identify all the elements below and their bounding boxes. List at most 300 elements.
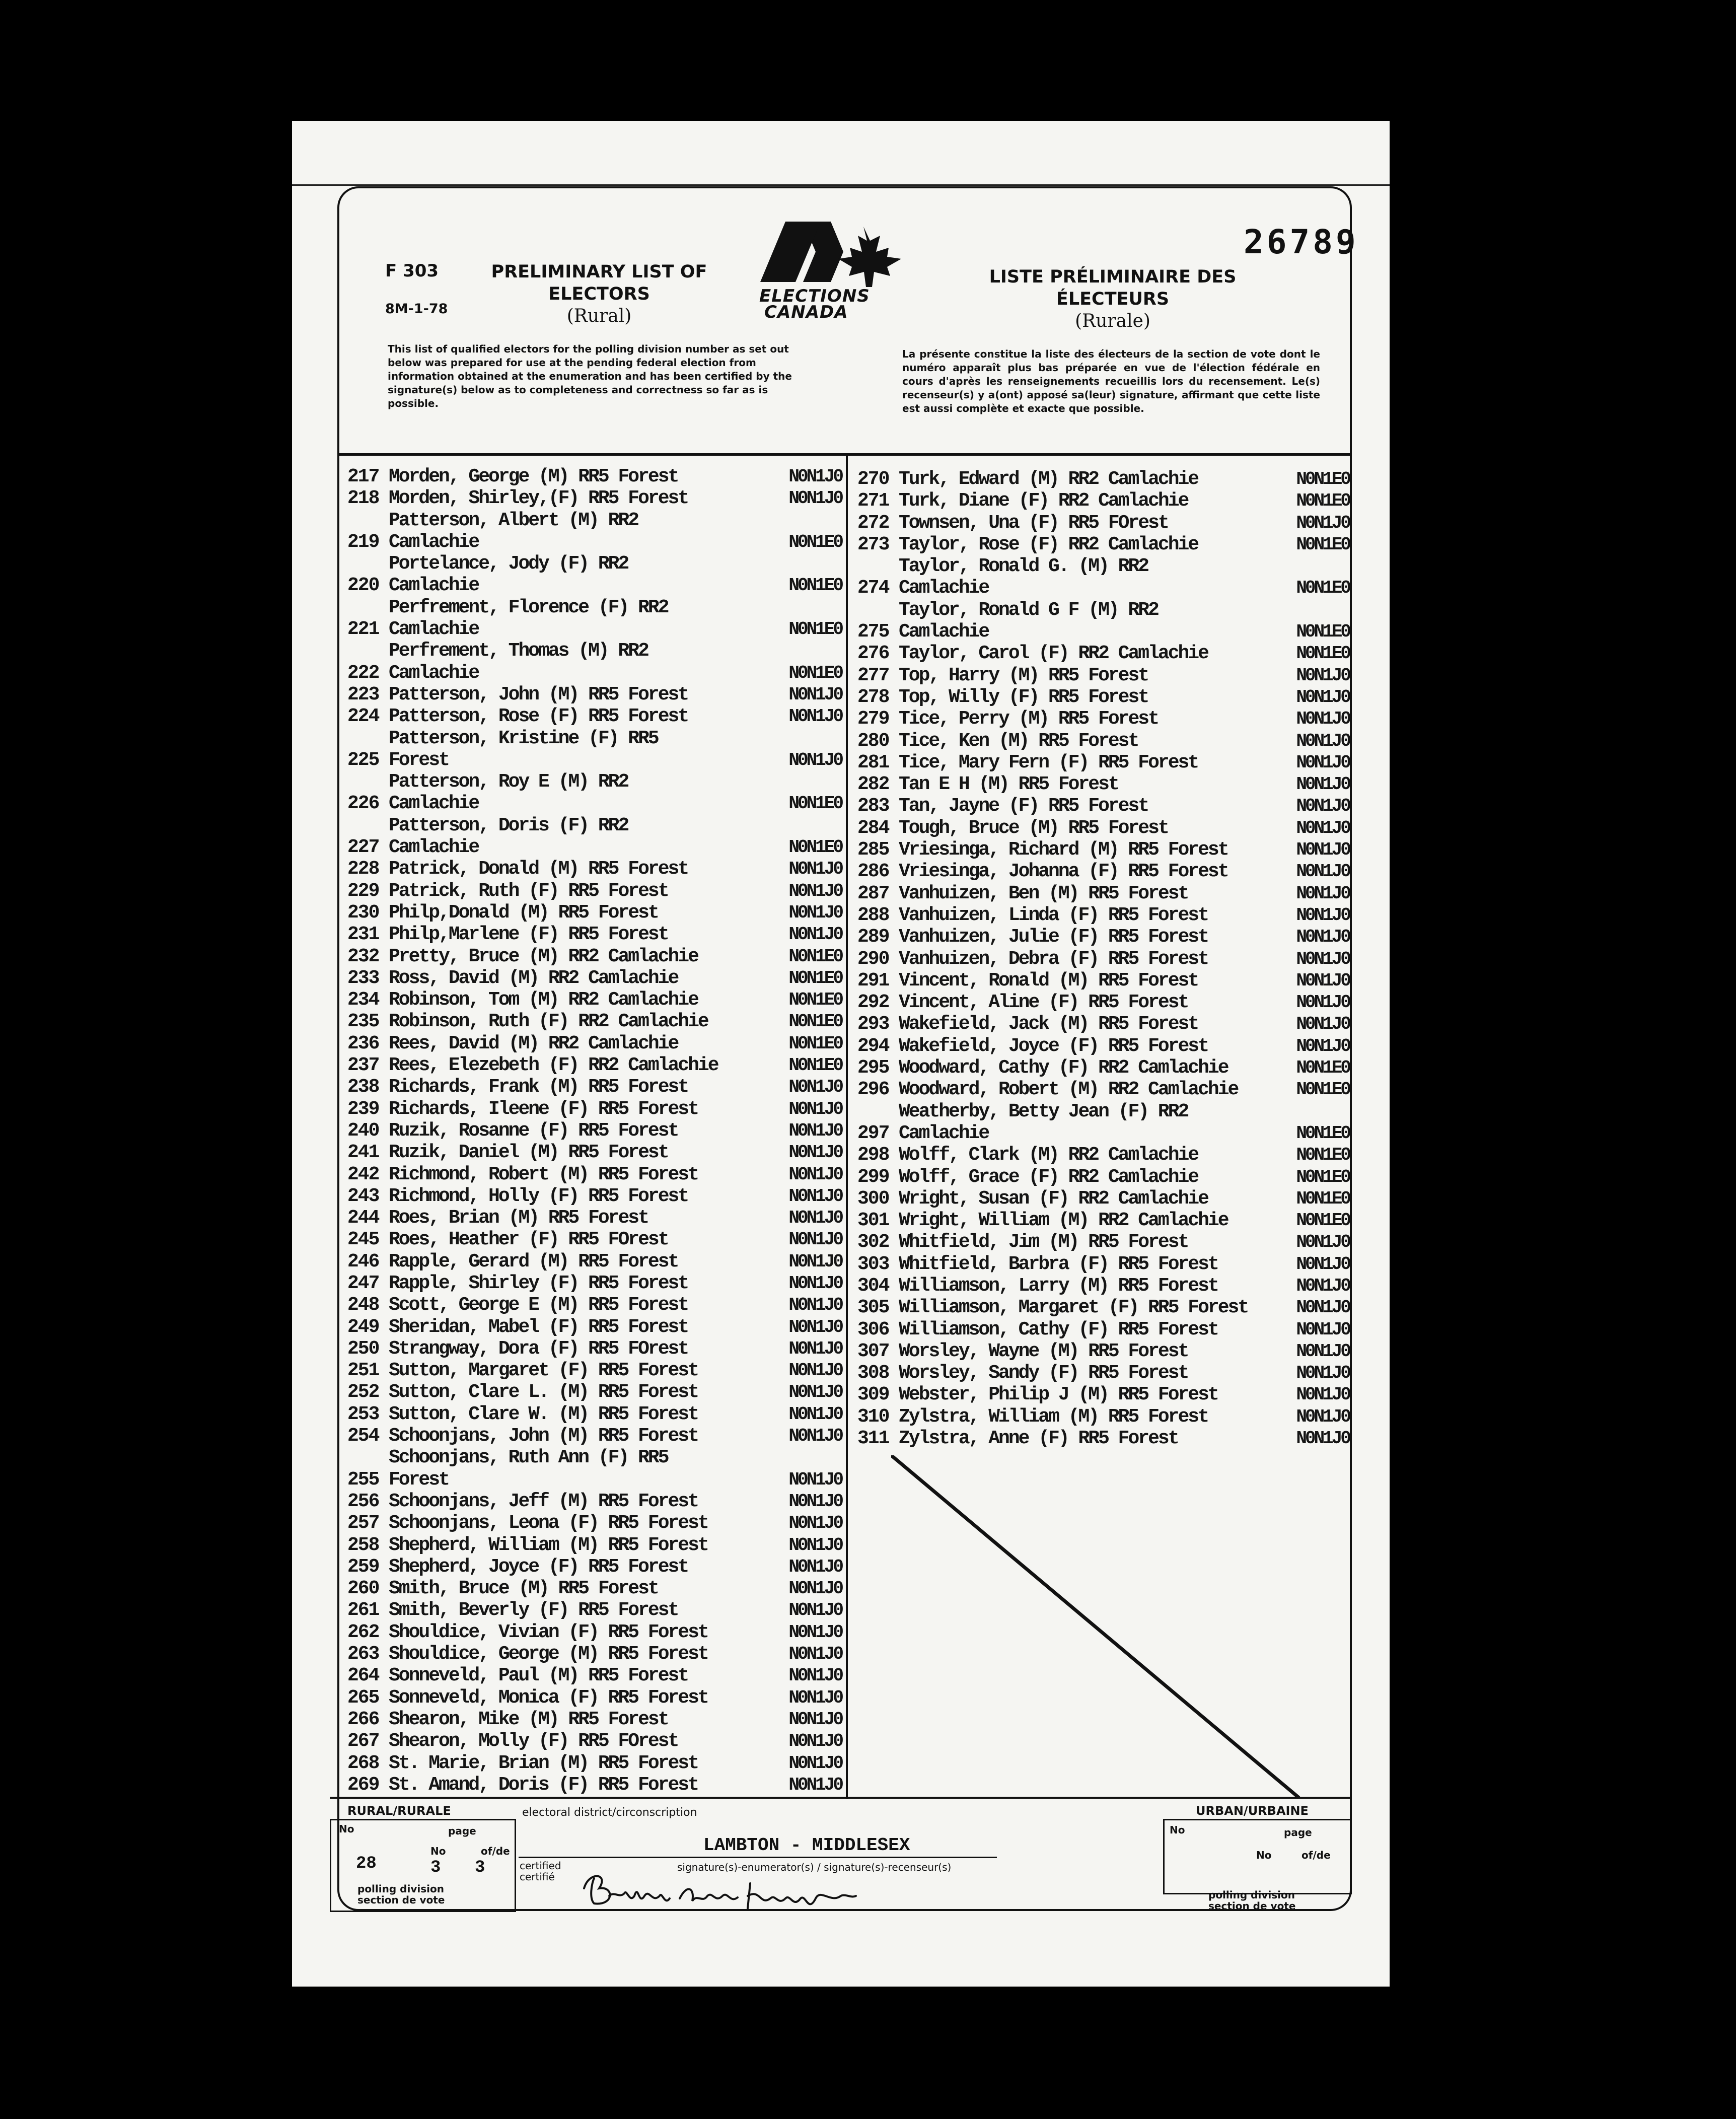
postal-code: N0N1J0 — [788, 1731, 842, 1752]
elector-entry: Vanhuizen, Ben (M) RR5 Forest — [899, 882, 1188, 904]
elector-number: 238 — [347, 1076, 379, 1098]
postal-code: N0N1J0 — [788, 880, 842, 901]
elector-row — [857, 839, 1353, 861]
postal-code: N0N1J0 — [1296, 1275, 1349, 1296]
elector-entry: Williamson, Cathy (F) RR5 Forest — [899, 1318, 1218, 1340]
elector-number: 234 — [347, 989, 379, 1011]
elector-number: 305 — [857, 1297, 889, 1319]
elector-number: 232 — [347, 945, 379, 967]
elector-number: 227 — [347, 836, 379, 859]
rural-page-label: page — [448, 1825, 476, 1837]
elector-row — [857, 861, 1353, 882]
postal-code: N0N1E0 — [1296, 1145, 1349, 1166]
elector-entry: Rees, David (M) RR2 Camlachie — [389, 1032, 678, 1054]
elector-row — [857, 1340, 1353, 1362]
postal-code: N0N1J0 — [788, 1360, 842, 1381]
postal-code: N0N1J0 — [788, 1709, 842, 1730]
elector-entry: Roes, Brian (M) RR5 Forest — [389, 1207, 648, 1229]
elector-entry: Schoonjans, Ruth Ann (F) RR5 Forest — [389, 1447, 668, 1491]
elector-row — [857, 1362, 1353, 1384]
elector-entry: Tan, Jayne (F) RR5 Forest — [899, 795, 1148, 817]
elector-row — [857, 686, 1353, 708]
elector-row — [347, 880, 846, 902]
elector-row — [857, 643, 1353, 664]
electoral-district: LAMBTON - MIDDLESEX — [703, 1835, 910, 1856]
elector-number: 310 — [857, 1405, 889, 1428]
elector-number: 255 — [347, 1468, 379, 1491]
elector-row — [347, 597, 846, 641]
elector-row — [857, 926, 1353, 948]
postal-code: N0N1J0 — [1296, 730, 1349, 751]
postal-code: N0N1E0 — [1296, 469, 1349, 489]
elector-entry: Patterson, Kristine (F) RR5 Forest — [389, 727, 658, 771]
elector-entry: Morden, Shirley,(F) RR5 Forest — [389, 487, 688, 510]
signature-label: signature(s)-enumerator(s) / signature(s)-recenseur(s) — [677, 1861, 952, 1873]
elector-entry: Zylstra, William (M) RR5 Forest — [899, 1405, 1208, 1428]
elector-row — [347, 1316, 846, 1338]
elector-entry: Patterson, Rose (F) RR5 Forest — [389, 705, 688, 728]
district-label: electoral district/circonscription — [522, 1806, 697, 1819]
elector-row — [347, 989, 846, 1011]
postal-code: N0N1J0 — [788, 1403, 842, 1425]
elector-entry: Wright, William (M) RR2 Camlachie — [899, 1210, 1228, 1232]
elector-row — [347, 1076, 846, 1098]
postal-code: N0N1E0 — [1296, 1188, 1349, 1209]
elector-number: 309 — [857, 1384, 889, 1406]
elector-number: 304 — [857, 1275, 889, 1297]
elector-entry: Philp,Marlene (F) RR5 Forest — [389, 924, 668, 946]
elector-entry: Williamson, Larry (M) RR5 Forest — [899, 1275, 1218, 1297]
elector-number: 271 — [857, 490, 889, 512]
elector-row — [347, 728, 846, 771]
elector-row — [857, 1297, 1353, 1318]
elector-row — [347, 1251, 846, 1273]
elector-entry: Worsley, Wayne (M) RR5 Forest — [899, 1340, 1188, 1362]
elector-entry: Rees, Elezebeth (F) RR2 Camlachie — [389, 1054, 718, 1077]
elector-number: 240 — [347, 1119, 379, 1142]
elector-entry: Robinson, Ruth (F) RR2 Camlachie — [389, 1011, 708, 1033]
postal-code: N0N1E0 — [1296, 1079, 1349, 1100]
elector-number: 279 — [857, 708, 889, 730]
elector-entry: Turk, Edward (M) RR2 Camlachie — [899, 468, 1198, 490]
elector-number: 273 — [857, 533, 889, 555]
elector-row — [347, 1687, 846, 1709]
postal-code: N0N1J0 — [1296, 927, 1349, 948]
elector-number: 221 — [347, 618, 379, 641]
rural-page-no-label: No — [430, 1845, 446, 1857]
elector-row — [347, 1120, 846, 1142]
elector-row — [857, 948, 1353, 970]
elector-entry: Vriesinga, Johanna (F) RR5 Forest — [899, 861, 1228, 883]
elector-number: 259 — [347, 1556, 379, 1578]
elector-number: 265 — [347, 1686, 379, 1709]
elector-entry: Sheridan, Mabel (F) RR5 Forest — [389, 1316, 688, 1338]
elector-row — [347, 1360, 846, 1381]
elector-number: 289 — [857, 926, 889, 948]
elector-number: 302 — [857, 1231, 889, 1253]
postal-code: N0N1J0 — [1296, 1297, 1349, 1318]
elector-number: 306 — [857, 1318, 889, 1340]
elector-number: 257 — [347, 1512, 379, 1534]
elector-number: 292 — [857, 992, 889, 1014]
postal-code: N0N1J0 — [788, 1665, 842, 1686]
elector-number: 220 — [347, 575, 379, 597]
elector-number: 251 — [347, 1360, 379, 1382]
elector-entry: Woodward, Robert (M) RR2 Camlachie — [899, 1079, 1238, 1101]
elector-entry: Portelance, Jody (F) RR2 Camlachie — [389, 553, 628, 597]
elector-number: 294 — [857, 1035, 889, 1057]
elector-number: 297 — [857, 1122, 889, 1144]
elector-entry: Taylor, Rose (F) RR2 Camlachie — [899, 533, 1198, 555]
elector-row — [347, 1098, 846, 1120]
postal-code: N0N1J0 — [1296, 686, 1349, 708]
postal-code: N0N1J0 — [1296, 861, 1349, 882]
elector-entry: Vriesinga, Richard (M) RR5 Forest — [899, 839, 1228, 861]
postal-code: N0N1J0 — [1296, 709, 1349, 730]
urban-polling-label: polling division section de vote — [1208, 1889, 1296, 1912]
elector-number: 225 — [347, 749, 379, 771]
elector-row — [857, 1035, 1353, 1057]
elector-number: 277 — [857, 664, 889, 686]
postal-code: N0N1J0 — [788, 1600, 842, 1621]
handwritten-signature — [579, 1868, 861, 1924]
elector-entry: Shouldice, Vivian (F) RR5 Forest — [389, 1621, 708, 1643]
elector-number: 223 — [347, 683, 379, 705]
elector-row — [347, 1294, 846, 1316]
elector-row — [347, 1338, 846, 1360]
title-english — [483, 261, 715, 327]
postal-code: N0N1E0 — [1296, 1166, 1349, 1187]
elector-number: 253 — [347, 1403, 379, 1425]
elector-entry: Scott, George E (M) RR5 Forest — [389, 1294, 688, 1316]
elector-number: 268 — [347, 1752, 379, 1774]
postal-code: N0N1J0 — [1296, 1340, 1349, 1362]
elector-entry: Patrick, Ruth (F) RR5 Forest — [389, 880, 668, 902]
elector-entry: Worsley, Sandy (F) RR5 Forest — [899, 1362, 1188, 1384]
elector-row — [857, 468, 1353, 490]
elector-row — [347, 815, 846, 859]
elector-row — [347, 1556, 846, 1578]
postal-code: N0N1J0 — [788, 1338, 842, 1359]
postal-code: N0N1E0 — [1296, 1122, 1349, 1144]
postal-code: N0N1J0 — [1296, 1363, 1349, 1384]
elector-row — [347, 1054, 846, 1076]
title-fr-line1: LISTE PRÉLIMINAIRE DES — [989, 267, 1237, 287]
title-en-line2: ELECTORS — [548, 284, 650, 304]
elector-row — [857, 1275, 1353, 1297]
elector-entry: Philp,Donald (M) RR5 Forest — [389, 901, 658, 924]
elector-number: 241 — [347, 1142, 379, 1164]
postal-code: N0N1J0 — [1296, 1232, 1349, 1253]
elector-entry: Whitfield, Jim (M) RR5 Forest — [899, 1231, 1188, 1253]
cancel-diagonal-line — [891, 1455, 1369, 1808]
elector-number: 293 — [857, 1013, 889, 1035]
elector-number: 261 — [347, 1599, 379, 1621]
elector-number: 267 — [347, 1730, 379, 1752]
elector-row — [857, 490, 1353, 512]
elector-row — [347, 1381, 846, 1403]
elector-entry: Richards, Frank (M) RR5 Forest — [389, 1076, 688, 1098]
elector-entry: Robinson, Tom (M) RR2 Camlachie — [389, 989, 698, 1011]
elector-number: 300 — [857, 1187, 889, 1210]
postal-code: N0N1J0 — [1296, 1319, 1349, 1340]
elector-entry: Patterson, Roy E (M) RR2 Camlachie — [389, 771, 628, 815]
postal-code: N0N1J0 — [788, 1687, 842, 1708]
postal-code: N0N1J0 — [1296, 817, 1349, 838]
postal-code: N0N1E0 — [788, 531, 842, 552]
elector-row — [857, 555, 1353, 599]
postal-code: N0N1J0 — [788, 1752, 842, 1774]
elector-entry: Schoonjans, John (M) RR5 Forest — [389, 1425, 698, 1447]
postal-code: N0N1J0 — [788, 1164, 842, 1185]
postal-code: N0N1J0 — [788, 1774, 842, 1795]
elector-row — [857, 1057, 1353, 1079]
postal-code: N0N1J0 — [788, 466, 842, 487]
elector-number: 226 — [347, 793, 379, 815]
paragraph-french: La présente constitue la liste des électeurs de la section de vote dont le numéro apparaît plus bas préparée en vue de l'élection fédérale en cours d'après les renseignements recueillis lors du recensement. Le(s) recenseur(s) y a(ont) apposé sa(leur) signature, affirmant que cette liste est aussi complète et exacte que possible. — [902, 348, 1320, 414]
elector-row — [347, 1534, 846, 1556]
elector-entry: Shearon, Mike (M) RR5 Forest — [389, 1708, 668, 1730]
rural-no-label: No — [339, 1823, 354, 1835]
title-en-sub: (Rural) — [566, 306, 632, 326]
elector-row — [857, 1406, 1353, 1428]
elector-number: 248 — [347, 1294, 379, 1316]
postal-code: N0N1E0 — [788, 946, 842, 967]
elector-row — [347, 1578, 846, 1599]
postal-code: N0N1J0 — [788, 1120, 842, 1141]
elector-number: 282 — [857, 773, 889, 796]
postal-code: N0N1J0 — [788, 1491, 842, 1512]
elector-row — [347, 1425, 846, 1447]
page-of: 3 — [475, 1858, 485, 1877]
elector-entry: Tice, Mary Fern (F) RR5 Forest — [899, 751, 1198, 773]
postal-code: N0N1J0 — [1296, 774, 1349, 795]
elector-row — [347, 1774, 846, 1796]
postal-code: N0N1J0 — [788, 1534, 842, 1556]
postal-code: N0N1J0 — [788, 902, 842, 923]
elector-entry: Shepherd, William (M) RR5 Forest — [389, 1534, 708, 1556]
postal-code: N0N1J0 — [788, 1251, 842, 1272]
elector-row — [347, 1011, 846, 1032]
title-french — [982, 266, 1244, 332]
elector-entry: Taylor, Ronald G F (M) RR2 Camlachie — [899, 599, 1158, 643]
elector-row — [347, 705, 846, 727]
postal-code: N0N1J0 — [788, 1426, 842, 1447]
elector-row — [347, 858, 846, 880]
elector-number: 311 — [857, 1428, 889, 1450]
elector-entry: Smith, Bruce (M) RR5 Forest — [389, 1578, 658, 1600]
elector-entry: Rapple, Gerard (M) RR5 Forest — [389, 1250, 678, 1273]
elector-number: 239 — [347, 1098, 379, 1120]
postal-code: N0N1J0 — [1296, 1035, 1349, 1056]
postal-code: N0N1J0 — [788, 924, 842, 945]
postal-code: N0N1J0 — [788, 1556, 842, 1577]
elector-number: 244 — [347, 1207, 379, 1229]
elector-entry: Strangway, Dora (F) RR5 FOrest — [389, 1337, 688, 1360]
postal-code: N0N1J0 — [1296, 1384, 1349, 1405]
elector-entry: Whitfield, Barbra (F) RR5 Forest — [899, 1253, 1218, 1275]
elector-row — [347, 946, 846, 967]
title-fr-sub: (Rurale) — [1075, 311, 1150, 331]
elector-row — [857, 1166, 1353, 1188]
logo-text-elections: ELECTIONS — [759, 286, 870, 306]
elector-row — [857, 970, 1353, 992]
elector-row — [857, 708, 1353, 730]
elector-row — [857, 1384, 1353, 1405]
postal-code: N0N1E0 — [788, 662, 842, 683]
elector-number: 262 — [347, 1621, 379, 1643]
elector-entry: Webster, Philip J (M) RR5 Forest — [899, 1384, 1218, 1406]
elector-row — [347, 1164, 846, 1185]
elector-number: 291 — [857, 969, 889, 992]
urban-label: URBAN/URBAINE — [1196, 1804, 1309, 1818]
postal-code: N0N1E0 — [1296, 621, 1349, 643]
elector-number: 263 — [347, 1643, 379, 1665]
elector-entry: Schoonjans, Leona (F) RR5 Forest — [389, 1512, 708, 1534]
elector-row — [347, 924, 846, 945]
elector-number: 237 — [347, 1054, 379, 1077]
postal-code: N0N1J0 — [788, 1621, 842, 1643]
elector-row — [347, 1621, 846, 1643]
elector-number: 236 — [347, 1032, 379, 1054]
postal-code: N0N1J0 — [788, 1382, 842, 1403]
postal-code: N0N1J0 — [788, 1295, 842, 1316]
elector-row — [347, 1142, 846, 1163]
elector-entry: Sutton, Clare L. (M) RR5 Forest — [389, 1381, 698, 1403]
elector-row — [347, 1643, 846, 1665]
elector-number: 303 — [857, 1253, 889, 1275]
elector-number: 256 — [347, 1490, 379, 1512]
elector-entry: Williamson, Margaret (F) RR5 Forest — [899, 1297, 1248, 1319]
elector-number: 285 — [857, 839, 889, 861]
elector-number: 233 — [347, 967, 379, 989]
postal-code: N0N1E0 — [788, 990, 842, 1011]
elector-entry: Wright, Susan (F) RR2 Camlachie — [899, 1187, 1208, 1210]
elector-row — [857, 730, 1353, 752]
postal-code: N0N1J0 — [1296, 883, 1349, 904]
top-rule — [292, 184, 1390, 186]
elector-row — [347, 1512, 846, 1534]
elector-number: 307 — [857, 1340, 889, 1362]
elector-row — [857, 1210, 1353, 1231]
elector-entry: Vanhuizen, Debra (F) RR5 Forest — [899, 948, 1208, 970]
page-number: 3 — [430, 1858, 441, 1877]
elector-row — [857, 534, 1353, 555]
elector-number: 219 — [347, 531, 379, 553]
elector-number: 222 — [347, 662, 379, 684]
column-divider — [846, 456, 848, 1799]
elector-entry: Top, Harry (M) RR5 Forest — [899, 664, 1148, 686]
elector-entry: Top, Willy (F) RR5 Forest — [899, 686, 1148, 708]
elector-row — [347, 510, 846, 553]
elector-number: 224 — [347, 705, 379, 728]
elector-row — [347, 902, 846, 924]
elector-row — [857, 904, 1353, 926]
elector-number: 242 — [347, 1163, 379, 1185]
elector-entry: Sonneveld, Monica (F) RR5 Forest — [389, 1686, 708, 1709]
elector-entry: Tice, Perry (M) RR5 Forest — [899, 708, 1158, 730]
elector-entry: Turk, Diane (F) RR2 Camlachie — [899, 490, 1188, 512]
maple-leaf-x-icon — [755, 217, 921, 292]
postal-code: N0N1J0 — [1296, 1014, 1349, 1035]
elector-row — [347, 553, 846, 597]
elector-number: 260 — [347, 1578, 379, 1600]
elector-entry: Tough, Bruce (M) RR5 Forest — [899, 817, 1168, 839]
elector-row — [347, 1403, 846, 1425]
postal-code: N0N1J0 — [788, 859, 842, 880]
elector-row — [347, 1447, 846, 1491]
elector-entry: Shouldice, George (M) RR5 Forest — [389, 1643, 708, 1665]
elector-entry: Richards, Ileene (F) RR5 Forest — [389, 1098, 698, 1120]
elector-number: 218 — [347, 487, 379, 510]
postal-code: N0N1E0 — [788, 575, 842, 596]
signature-rule — [519, 1857, 997, 1858]
elector-row — [347, 771, 846, 815]
postal-code: N0N1J0 — [1296, 796, 1349, 817]
elector-number: 301 — [857, 1210, 889, 1232]
elector-list-left — [347, 466, 846, 1796]
serial-number: 26789 — [1244, 223, 1359, 261]
postal-code: N0N1J0 — [788, 1513, 842, 1534]
elector-row — [857, 1144, 1353, 1166]
title-fr-line2: ÉLECTEURS — [1056, 289, 1170, 309]
elector-entry: Perfrement, Florence (F) RR2 Camlachie — [389, 596, 668, 641]
postal-code: N0N1J0 — [788, 1273, 842, 1294]
elector-entry: St. Marie, Brian (M) RR5 Forest — [389, 1752, 698, 1774]
elector-row — [857, 1013, 1353, 1035]
elector-number: 308 — [857, 1362, 889, 1384]
elector-number: 276 — [857, 643, 889, 665]
elector-row — [857, 795, 1353, 817]
elector-entry: Shepherd, Joyce (F) RR5 Forest — [389, 1556, 688, 1578]
elector-row — [857, 1101, 1353, 1145]
elector-entry: Taylor, Carol (F) RR2 Camlachie — [899, 643, 1208, 665]
polling-division-label: polling division section de vote — [357, 1883, 445, 1906]
elector-entry: Shearon, Molly (F) RR5 FOrest — [389, 1730, 678, 1752]
form-number: F 303 — [385, 261, 439, 281]
elector-number: 286 — [857, 861, 889, 883]
elector-row — [347, 466, 846, 487]
elector-row — [347, 1730, 846, 1752]
postal-code: N0N1E0 — [788, 793, 842, 814]
postal-code: N0N1J0 — [1296, 970, 1349, 991]
elector-number: 284 — [857, 817, 889, 839]
postal-code: N0N1E0 — [1296, 534, 1349, 555]
elector-entry: Ross, David (M) RR2 Camlachie — [389, 967, 678, 989]
elector-row — [347, 1273, 846, 1294]
postal-code: N0N1J0 — [788, 1644, 842, 1665]
urban-page-label: page — [1284, 1826, 1312, 1839]
elector-row — [857, 1231, 1353, 1253]
elector-entry: Sutton, Margaret (F) RR5 Forest — [389, 1360, 698, 1382]
elector-number: 266 — [347, 1708, 379, 1730]
elector-row — [347, 1207, 846, 1229]
postal-code: N0N1E0 — [1296, 1210, 1349, 1231]
elector-row — [857, 1319, 1353, 1340]
elector-row — [347, 1491, 846, 1512]
urban-of-label: of/de — [1301, 1849, 1331, 1861]
postal-code: N0N1J0 — [788, 1578, 842, 1599]
elector-number: 290 — [857, 948, 889, 970]
elector-entry: Tice, Ken (M) RR5 Forest — [899, 730, 1138, 752]
postal-code: N0N1J0 — [788, 1229, 842, 1250]
elector-entry: Zylstra, Anne (F) RR5 Forest — [899, 1428, 1178, 1450]
elector-number: 264 — [347, 1665, 379, 1687]
elector-row — [347, 1752, 846, 1774]
header-separator — [338, 453, 1350, 456]
elector-number: 247 — [347, 1272, 379, 1294]
elector-number: 235 — [347, 1011, 379, 1033]
